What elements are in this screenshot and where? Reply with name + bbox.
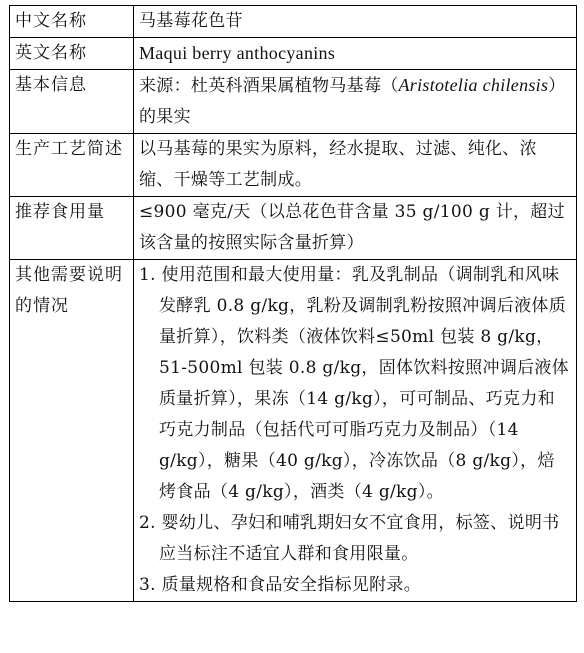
row-label: 基本信息 (10, 70, 134, 134)
table-row-chinese-name (10, 6, 577, 38)
table-row-recommended-intake (10, 197, 577, 260)
table-row-other-notes (10, 260, 577, 602)
row-label: 生产工艺简述 (10, 134, 134, 197)
row-label: 中文名称 (10, 6, 134, 38)
row-value (134, 70, 577, 134)
row-label: 推荐食用量 (10, 197, 134, 260)
row-value: ≤900 毫克/天（以总花色苷含量 35 g/100 g 计，超过该含量的按照实际含量折算） (134, 197, 577, 260)
list-item: 2. 婴幼儿、孕妇和哺乳期妇女不宜食用，标签、说明书应当标注不适宜人群和食用限量。 (139, 513, 560, 564)
row-label: 英文名称 (10, 38, 134, 70)
list-item: 1. 使用范围和最大使用量：乳及乳制品（调制乳和风味发酵乳 0.8 g/kg，乳粉及调制乳粉按照冲调后液体质量折算），饮料类（液体饮料≤50ml 包装 8 g/kg，51-500ml 包装 0.8 g/kg，固体饮料按照冲调后液体质量折算），果冻（14 g/kg），可可制品、巧克力和巧克力制品（包括代可可脂巧克力及制品）（14 g/kg），糖果（40 g/kg），冷冻饮品（8 g/kg），焙烤食品（4 g/kg），酒类（4 g/kg）。 (139, 265, 570, 502)
table-row-english-name (10, 38, 577, 70)
table-row-basic-info (10, 70, 577, 134)
list-item: 3. 质量规格和食品安全指标见附录。 (139, 575, 422, 595)
row-label: 其他需要说明的情况 (10, 260, 134, 602)
latin-name: Aristotelia chilensis (398, 75, 549, 95)
row-value (134, 260, 577, 602)
table-row-process (10, 134, 577, 197)
info-table (9, 5, 577, 602)
source-suffix: ）的果实 (139, 76, 566, 127)
row-value: 以马基莓的果实为原料，经水提取、过滤、纯化、浓缩、干燥等工艺制成。 (134, 134, 577, 197)
source-text: 来源：杜英科酒果属植物马基莓（ (139, 76, 399, 96)
row-value: 马基莓花色苷 (134, 6, 577, 38)
row-value: Maqui berry anthocyanins (134, 38, 577, 70)
